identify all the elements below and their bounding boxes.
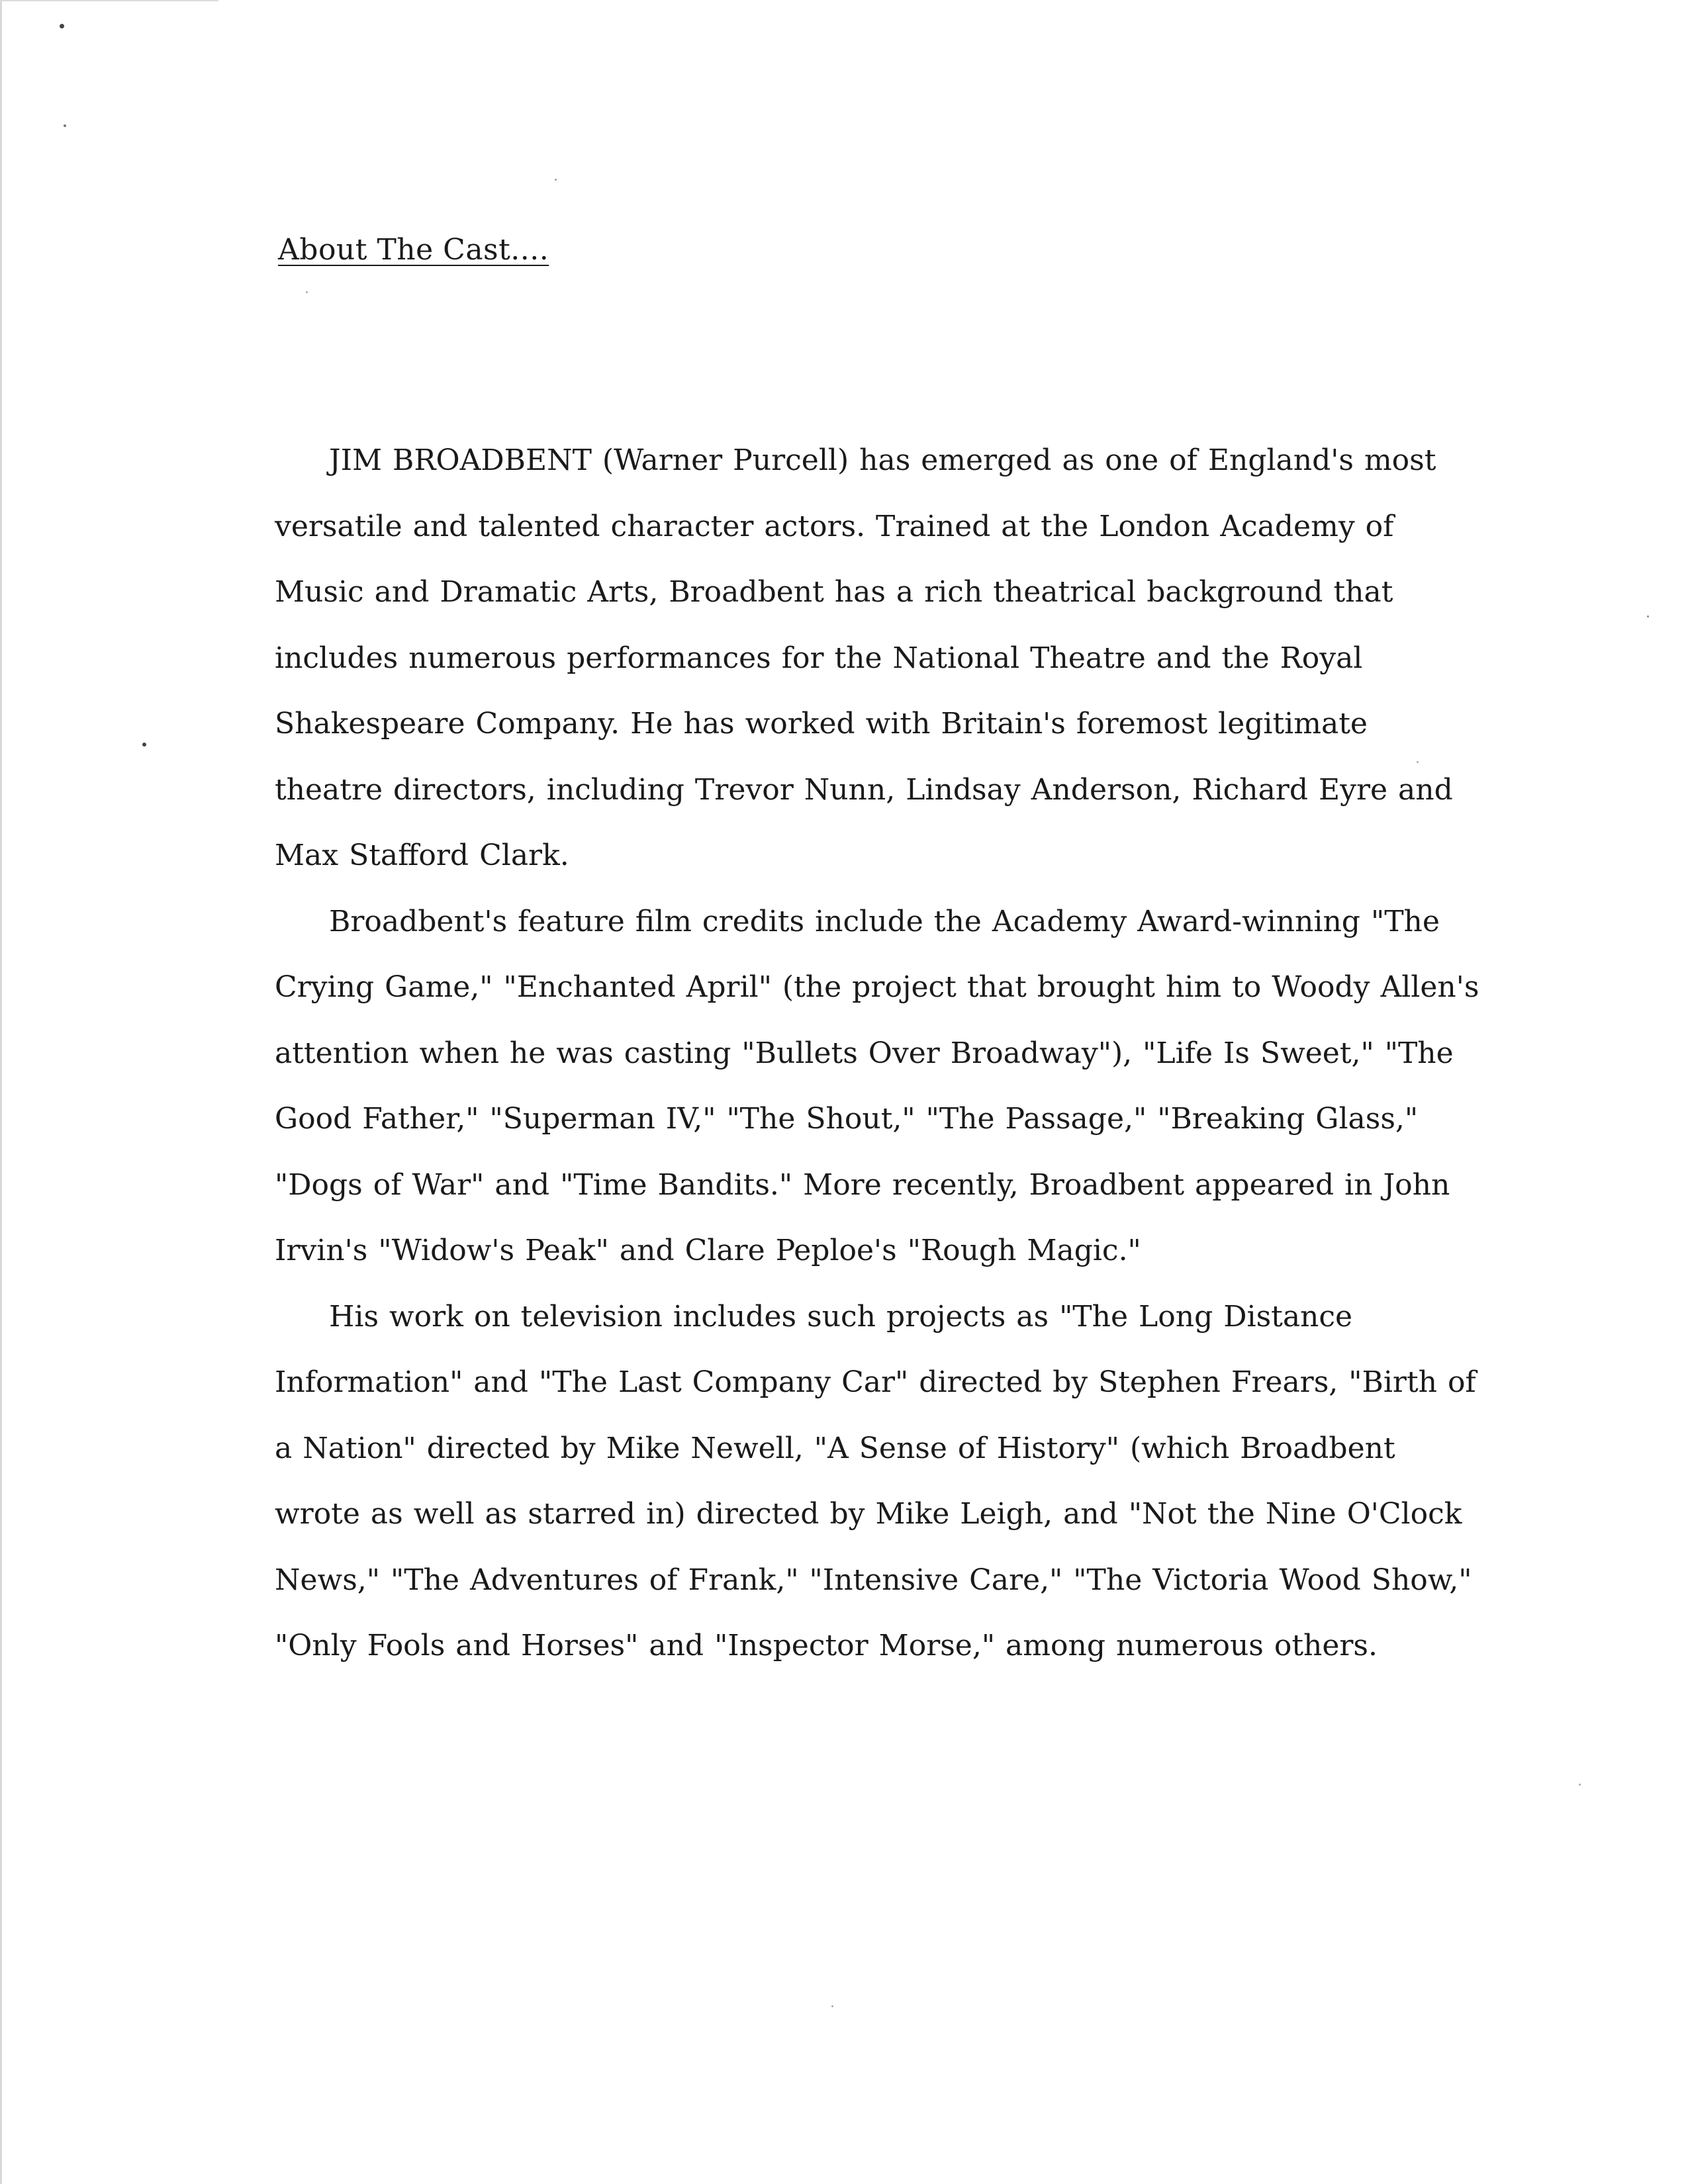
scan-left-edge: [0, 0, 2, 2184]
paragraph: His work on television includes such projects as "The Long Distance Information" and "The Last Company Car" directed by Stephen Frears, "Birth of a Nation" directed by Mike Newell, "A Sense of History" (which Broadbent wrote as well as starred in) directed by Mike Leigh, and "Not the Nine O'Clock News," "The Adventures of Frank," "Intensive Care," "The Victoria Wood Show," "Only Fools and Horses" and "Inspector Morse," among numerous others.: [275, 1299, 1476, 1662]
paragraph: JIM BROADBENT (Warner Purcell) has emerged as one of England's most versatile and talented character actors. Trained at the London Academy of Music and Dramatic Arts, Broadbent has a rich theatrical background that includes numerous performances for the National Theatre and the Royal Shakespeare Company. He has worked with Britain's foremost legitimate theatre directors, including Trevor Nunn, Lindsay Anderson, Richard Eyre and Max Stafford Clark.: [275, 443, 1453, 872]
scan-speck: [60, 24, 64, 28]
scan-speck: [306, 291, 308, 293]
scan-speck: [555, 179, 557, 181]
scan-top-edge: [0, 0, 218, 1]
scan-speck: [1647, 615, 1649, 617]
scan-speck: [831, 2005, 833, 2007]
page-title: About The Cast....: [278, 233, 549, 267]
body-text: [275, 428, 1479, 1679]
scan-speck: [1579, 1784, 1581, 1786]
scan-speck: [142, 743, 146, 747]
scan-speck: [64, 124, 66, 127]
paragraph: Broadbent's feature film credits include the Academy Award-winning "The Crying Game," "Enchanted April" (the project that brought him to Woody Allen's attention when he was casting "Bullets Over Broadway"), "Life Is Sweet," "The Good Father," "Superman IV," "The Shout," "The Passage," "Breaking Glass," "Dogs of War" and "Time Bandits." More recently, Broadbent appeared in John Irvin's "Widow's Peak" and Clare Peploe's "Rough Magic.": [275, 904, 1479, 1267]
